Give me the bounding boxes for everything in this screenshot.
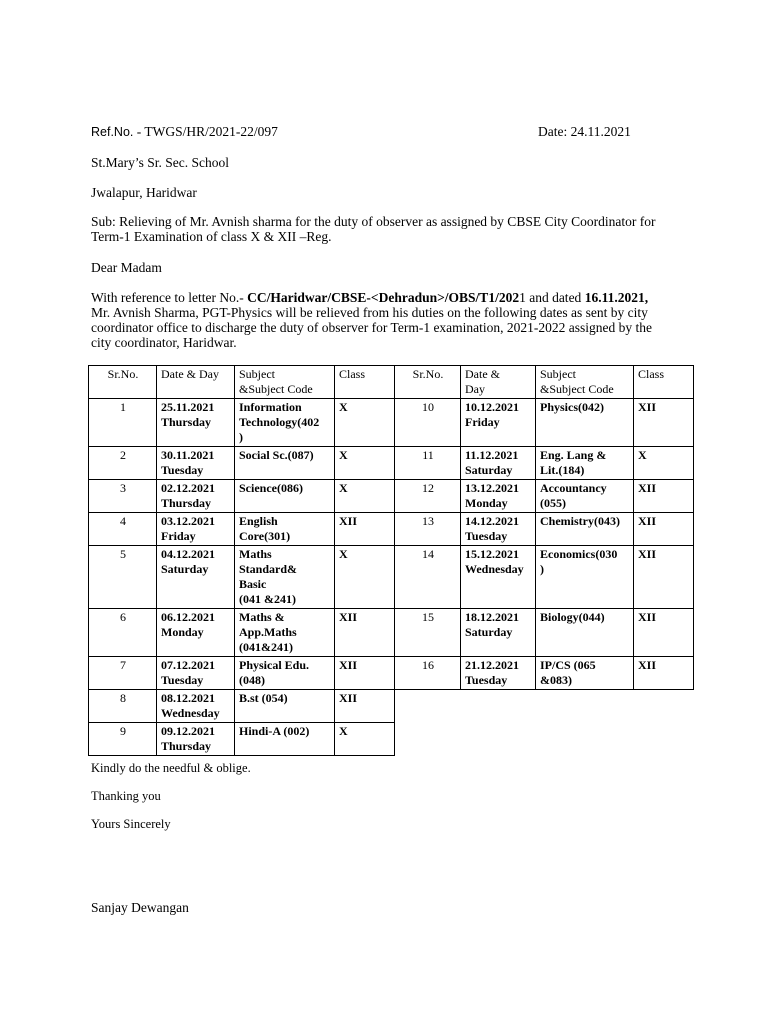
exam-day: Tuesday bbox=[161, 673, 204, 687]
left-subject-cell bbox=[235, 723, 335, 756]
left-subject-cell bbox=[235, 399, 335, 447]
body-line-3: coordinator office to discharge the duty of observer for Term-1 examination, 2021-2022 assigned by the bbox=[91, 320, 653, 335]
body-dated: 16.11.2021, bbox=[584, 290, 649, 305]
letter-date: Date: 24.11.2021 bbox=[538, 124, 631, 139]
header-sr-no: Sr.No. bbox=[89, 366, 157, 399]
header-sr-no-2: Sr.No. bbox=[395, 366, 461, 399]
header-date-day: Date & Day bbox=[157, 366, 235, 399]
left-date-cell bbox=[157, 447, 235, 480]
addressee-school: St.Mary’s Sr. Sec. School bbox=[91, 155, 230, 170]
header-subject: Subject &Subject Code bbox=[235, 366, 335, 399]
exam-day: Thursday bbox=[161, 739, 212, 753]
left-date-cell bbox=[157, 609, 235, 657]
right-sr-cell: 15 bbox=[395, 609, 461, 657]
left-sr-cell: 9 bbox=[89, 723, 157, 756]
left-sr-cell: 1 bbox=[89, 399, 157, 447]
left-subject-cell bbox=[235, 546, 335, 609]
empty-cell bbox=[461, 690, 536, 723]
table-row bbox=[89, 546, 694, 609]
right-class-cell: XII bbox=[634, 480, 694, 513]
left-sr-cell: 5 bbox=[89, 546, 157, 609]
header-class-2: Class bbox=[634, 366, 694, 399]
exam-date: 02.12.2021 bbox=[161, 481, 215, 495]
ref-value: - TWGS/HR/2021-22/097 bbox=[133, 124, 278, 139]
exam-day: Tuesday bbox=[161, 463, 204, 477]
table-body bbox=[89, 399, 694, 756]
right-date-cell bbox=[461, 609, 536, 657]
left-date-cell bbox=[157, 513, 235, 546]
right-subject-cell bbox=[536, 447, 634, 480]
right-date-cell bbox=[461, 546, 536, 609]
exam-date: 14.12.2021 bbox=[465, 514, 519, 528]
table-row bbox=[89, 480, 694, 513]
exam-day: Saturday bbox=[465, 463, 513, 477]
empty-cell bbox=[536, 690, 634, 723]
left-class-cell: XII bbox=[335, 609, 395, 657]
table-row bbox=[89, 447, 694, 480]
left-sr-cell: 4 bbox=[89, 513, 157, 546]
right-class-cell: XII bbox=[634, 513, 694, 546]
left-class-cell: XII bbox=[335, 657, 395, 690]
empty-cell bbox=[395, 723, 461, 756]
subject-line: B.st (054) bbox=[239, 691, 288, 705]
header-subject-2: Subject &Subject Code bbox=[536, 366, 634, 399]
right-date-cell bbox=[461, 447, 536, 480]
subject-line-1: Sub: Relieving of Mr. Avnish sharma for the duty of observer as assigned by CBSE City Coordinator for bbox=[91, 214, 656, 229]
exam-date: 06.12.2021 bbox=[161, 610, 215, 624]
exam-date: 09.12.2021 bbox=[161, 724, 215, 738]
exam-day: Wednesday bbox=[465, 562, 524, 576]
exam-date: 08.12.2021 bbox=[161, 691, 215, 705]
subject-line: Chemistry(043) bbox=[540, 514, 620, 528]
closing-sincerely: Yours Sincerely bbox=[91, 817, 171, 831]
right-sr-cell: 11 bbox=[395, 447, 461, 480]
right-subject-cell bbox=[536, 657, 634, 690]
right-sr-cell: 13 bbox=[395, 513, 461, 546]
subject-line: Core(301) bbox=[239, 529, 291, 543]
left-sr-cell: 2 bbox=[89, 447, 157, 480]
exam-date: 25.11.2021 bbox=[161, 400, 215, 414]
subject-line: Technology(402 bbox=[239, 415, 320, 429]
subject-line: Maths bbox=[239, 547, 272, 561]
exam-day: Friday bbox=[465, 415, 500, 429]
exam-day: Monday bbox=[465, 496, 508, 510]
right-sr-cell: 10 bbox=[395, 399, 461, 447]
right-class-cell: X bbox=[634, 447, 694, 480]
exam-day: Monday bbox=[161, 625, 204, 639]
addressee-city: Jwalapur, Haridwar bbox=[91, 185, 197, 200]
exam-date: 13.12.2021 bbox=[465, 481, 519, 495]
salutation: Dear Madam bbox=[91, 260, 162, 275]
left-subject-cell bbox=[235, 480, 335, 513]
body-prefix: With reference to letter No.- bbox=[91, 290, 248, 305]
left-date-cell bbox=[157, 690, 235, 723]
left-class-cell: XII bbox=[335, 690, 395, 723]
subject-line: Information bbox=[239, 400, 302, 414]
table-header-row bbox=[89, 366, 694, 399]
right-subject-cell bbox=[536, 609, 634, 657]
left-class-cell: X bbox=[335, 447, 395, 480]
subject-line: Physical Edu. bbox=[239, 658, 310, 672]
empty-cell bbox=[634, 690, 694, 723]
subject-line: Economics(030 bbox=[540, 547, 618, 561]
exam-day: Saturday bbox=[465, 625, 513, 639]
exam-date: 11.12.2021 bbox=[465, 448, 519, 462]
table-row bbox=[89, 609, 694, 657]
header-class: Class bbox=[335, 366, 395, 399]
exam-day: Saturday bbox=[161, 562, 209, 576]
exam-date: 21.12.2021 bbox=[465, 658, 519, 672]
ref-label: Ref.No. bbox=[91, 125, 134, 139]
subject-line-2: Term-1 Examination of class X & XII –Reg. bbox=[91, 229, 332, 244]
exam-day: Tuesday bbox=[465, 673, 508, 687]
exam-date: 18.12.2021 bbox=[465, 610, 519, 624]
signatory-name: Sanjay Dewangan bbox=[91, 900, 189, 915]
exam-day: Tuesday bbox=[465, 529, 508, 543]
body-line-1 bbox=[91, 290, 648, 306]
exam-date: 07.12.2021 bbox=[161, 658, 215, 672]
body-line-2: Mr. Avnish Sharma, PGT-Physics will be relieved from his duties on the following dates as sent by city bbox=[91, 305, 648, 320]
left-sr-cell: 3 bbox=[89, 480, 157, 513]
right-subject-cell bbox=[536, 546, 634, 609]
empty-cell bbox=[461, 723, 536, 756]
subject-line: English bbox=[239, 514, 278, 528]
left-class-cell: X bbox=[335, 399, 395, 447]
reference-number bbox=[91, 124, 278, 140]
subject-line: Lit.(184) bbox=[540, 463, 585, 477]
exam-day: Wednesday bbox=[161, 706, 220, 720]
exam-date: 30.11.2021 bbox=[161, 448, 215, 462]
right-sr-cell: 12 bbox=[395, 480, 461, 513]
subject-line: (048) bbox=[239, 673, 265, 687]
subject-line: Eng. Lang & bbox=[540, 448, 607, 462]
left-subject-cell bbox=[235, 690, 335, 723]
right-class-cell: XII bbox=[634, 609, 694, 657]
left-date-cell bbox=[157, 399, 235, 447]
subject-line: Physics(042) bbox=[540, 400, 604, 414]
exam-date: 04.12.2021 bbox=[161, 547, 215, 561]
left-class-cell: X bbox=[335, 723, 395, 756]
right-date-cell bbox=[461, 480, 536, 513]
header-date-day-2: Date & Day bbox=[461, 366, 536, 399]
subject-line: App.Maths bbox=[239, 625, 297, 639]
right-subject-cell bbox=[536, 399, 634, 447]
table-row bbox=[89, 690, 694, 723]
right-class-cell: XII bbox=[634, 546, 694, 609]
right-sr-cell: 14 bbox=[395, 546, 461, 609]
right-date-cell bbox=[461, 657, 536, 690]
subject-line: &083) bbox=[540, 673, 572, 687]
left-sr-cell: 6 bbox=[89, 609, 157, 657]
subject-line: Science(086) bbox=[239, 481, 303, 495]
subject-line: (041 &241) bbox=[239, 592, 296, 606]
exam-day: Thursday bbox=[161, 415, 212, 429]
left-subject-cell bbox=[235, 609, 335, 657]
closing-thanks: Thanking you bbox=[91, 789, 161, 803]
left-date-cell bbox=[157, 546, 235, 609]
table-row bbox=[89, 657, 694, 690]
subject-line: Biology(044) bbox=[540, 610, 605, 624]
left-subject-cell bbox=[235, 513, 335, 546]
table-row bbox=[89, 399, 694, 447]
subject-line: Hindi-A (002) bbox=[239, 724, 310, 738]
right-subject-cell bbox=[536, 480, 634, 513]
left-class-cell: X bbox=[335, 480, 395, 513]
exam-date: 03.12.2021 bbox=[161, 514, 215, 528]
left-date-cell bbox=[157, 480, 235, 513]
empty-cell bbox=[536, 723, 634, 756]
closing-request: Kindly do the needful & oblige. bbox=[91, 761, 251, 775]
exam-day: Friday bbox=[161, 529, 196, 543]
subject-line: ) bbox=[540, 562, 544, 576]
body-letter-number-tail: 1 and dated bbox=[519, 290, 585, 305]
exam-date: 15.12.2021 bbox=[465, 547, 519, 561]
table-row bbox=[89, 513, 694, 546]
right-sr-cell: 16 bbox=[395, 657, 461, 690]
body-letter-number: CC/Haridwar/CBSE-<Dehradun>/OBS/T1/202 bbox=[247, 290, 520, 305]
left-sr-cell: 8 bbox=[89, 690, 157, 723]
subject-line: Social Sc.(087) bbox=[239, 448, 314, 462]
right-subject-cell bbox=[536, 513, 634, 546]
right-class-cell: XII bbox=[634, 399, 694, 447]
empty-cell bbox=[395, 690, 461, 723]
subject-line: (041&241) bbox=[239, 640, 293, 654]
subject-line: Standard& bbox=[239, 562, 298, 576]
right-class-cell: XII bbox=[634, 657, 694, 690]
subject-line: ) bbox=[239, 430, 243, 444]
left-sr-cell: 7 bbox=[89, 657, 157, 690]
left-class-cell: X bbox=[335, 546, 395, 609]
exam-day: Thursday bbox=[161, 496, 212, 510]
subject-line: Accountancy bbox=[540, 481, 607, 495]
left-subject-cell bbox=[235, 657, 335, 690]
table-row bbox=[89, 723, 694, 756]
exam-date: 10.12.2021 bbox=[465, 400, 519, 414]
left-class-cell: XII bbox=[335, 513, 395, 546]
left-date-cell bbox=[157, 657, 235, 690]
right-date-cell bbox=[461, 399, 536, 447]
subject-line: (055) bbox=[540, 496, 566, 510]
exam-schedule-table bbox=[88, 365, 694, 756]
subject-line: Basic bbox=[239, 577, 267, 591]
empty-cell bbox=[634, 723, 694, 756]
body-line-4: city coordinator, Haridwar. bbox=[91, 335, 237, 350]
subject-line: Maths & bbox=[239, 610, 285, 624]
left-date-cell bbox=[157, 723, 235, 756]
left-subject-cell bbox=[235, 447, 335, 480]
subject-line: IP/CS (065 bbox=[540, 658, 596, 672]
right-date-cell bbox=[461, 513, 536, 546]
